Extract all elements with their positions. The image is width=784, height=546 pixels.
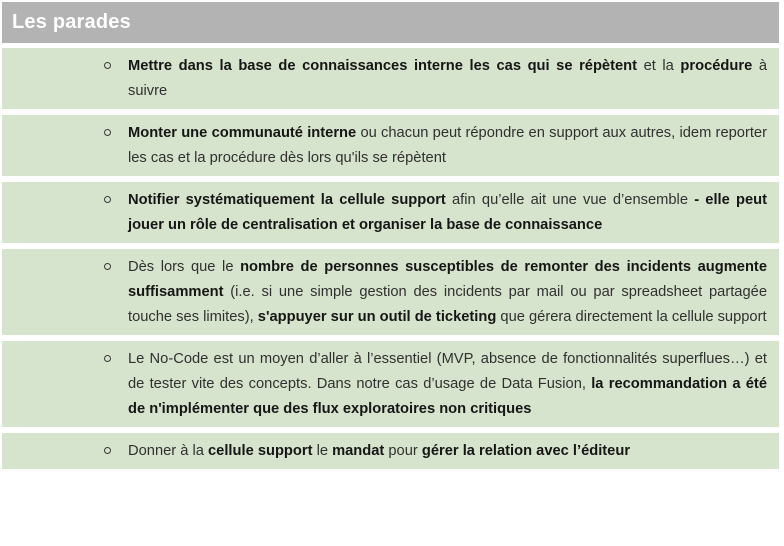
text-run: Monter une communauté interne xyxy=(128,125,357,141)
text-run: gérer la relation avec l’éditeur xyxy=(421,443,631,459)
text-run: la recommandation a été de n'implémenter que des flux exploratoires non critiques xyxy=(128,376,767,417)
text-run: afin qu’elle ait une vue d’ensemble xyxy=(445,192,695,208)
text-run: - elle peut jouer un rôle de centralisation et organiser la base de connaissance xyxy=(128,192,767,233)
text-run: cellule support xyxy=(208,443,313,459)
text-run: (i.e. si une simple gestion des incidents par mail ou par spreadsheet partagée touche ses limites), xyxy=(128,284,767,325)
list-item-text xyxy=(128,54,767,104)
text-run: Dès lors que le xyxy=(128,259,241,275)
text-run: Notifier systématiquement la cellule support xyxy=(128,192,446,208)
hollow-circle-bullet-icon xyxy=(104,196,111,203)
list-item-text xyxy=(128,121,767,171)
list-item xyxy=(2,182,779,243)
list-item-text xyxy=(128,347,767,422)
list-item xyxy=(2,433,779,469)
hollow-circle-bullet-icon xyxy=(104,263,111,270)
page-title: Les parades xyxy=(12,11,131,33)
section-header xyxy=(2,2,779,43)
list-item xyxy=(2,341,779,427)
list-item xyxy=(2,249,779,335)
text-run: Le No-Code est un moyen d’aller à l’essentiel (MVP, absence de fonctionnalités superflues…) et de tester vite des concepts. Dans notre cas d’usage de Data Fusion, xyxy=(128,351,767,392)
text-run: Donner à la xyxy=(128,443,209,459)
hollow-circle-bullet-icon xyxy=(104,129,111,136)
list-item-text xyxy=(128,439,767,464)
text-run: Mettre dans la base de connaissances interne les cas qui se répètent xyxy=(128,58,638,74)
list-item-text xyxy=(128,255,767,330)
list-item-text xyxy=(128,188,767,238)
hollow-circle-bullet-icon xyxy=(104,355,111,362)
parades-list xyxy=(2,48,779,469)
list-item xyxy=(2,115,779,176)
text-run: que gérera directement la cellule support xyxy=(496,309,767,325)
text-run: mandat xyxy=(332,443,385,459)
text-run: le xyxy=(312,443,333,459)
text-run: nombre de personnes susceptibles de remonter des incidents augmente suffisamment xyxy=(128,259,767,300)
hollow-circle-bullet-icon xyxy=(104,447,111,454)
text-run: ou chacun peut répondre en support aux autres, idem reporter les cas et la procédure dès lors qu'ils se répètent xyxy=(128,125,767,166)
hollow-circle-bullet-icon xyxy=(104,62,111,69)
text-run: procédure xyxy=(680,58,753,74)
list-item xyxy=(2,48,779,109)
text-run: et la xyxy=(637,58,681,74)
text-run: s'appuyer sur un outil de ticketing xyxy=(257,309,497,325)
text-run: pour xyxy=(384,443,422,459)
text-run: à suivre xyxy=(128,58,767,99)
